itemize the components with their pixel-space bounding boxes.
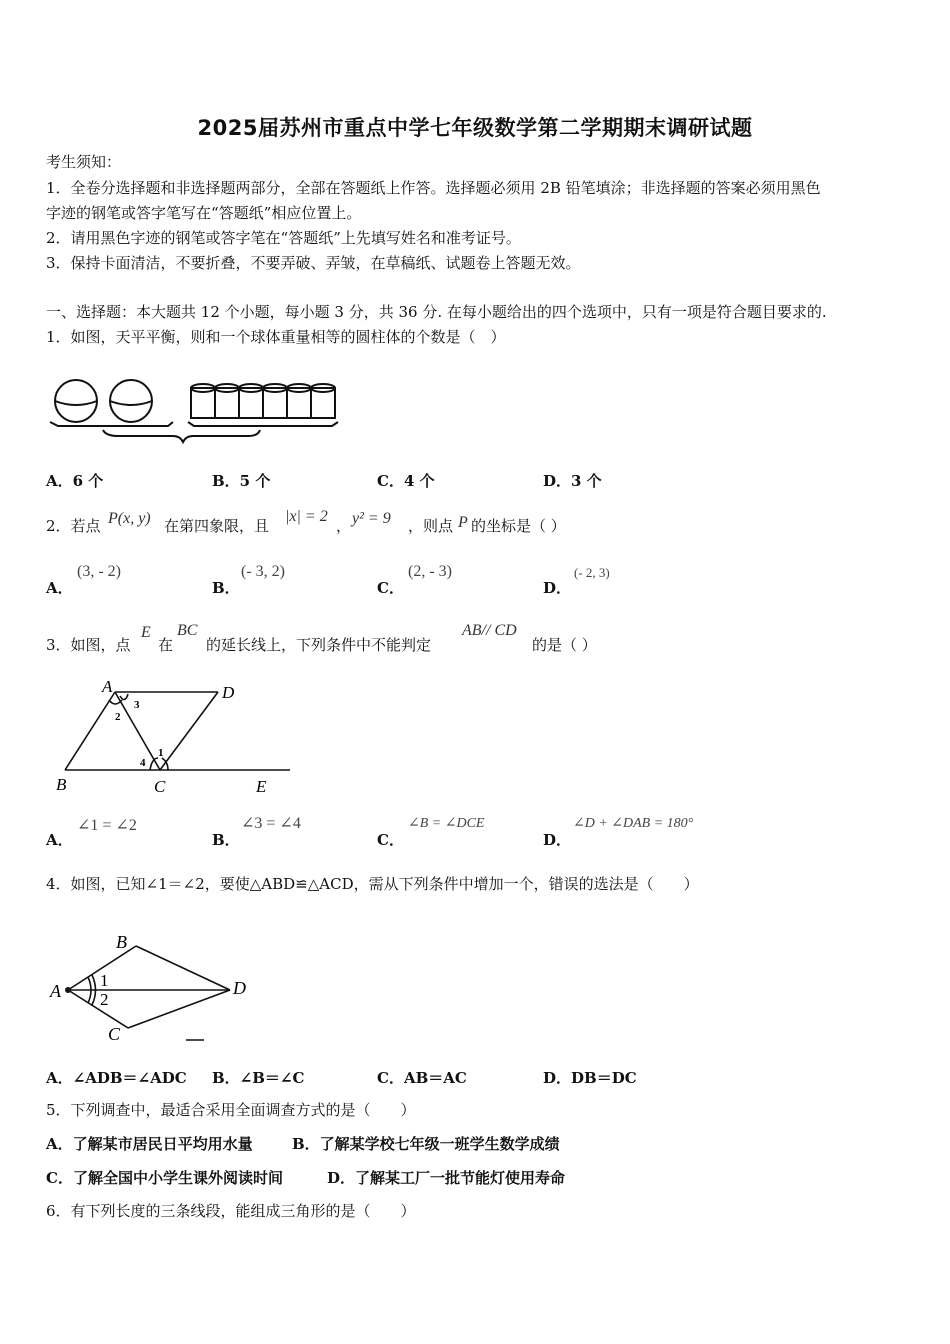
q2-condition-y: y² = 9 xyxy=(352,510,391,527)
q3-angle-3: 3 xyxy=(134,699,140,711)
q4-option-a[interactable]: A．∠ADB＝∠ADC xyxy=(46,1069,187,1087)
q4-option-b[interactable]: B．∠B＝∠C xyxy=(212,1069,305,1087)
q5-stem: 5．下列调查中，最适合采用全面调查方式的是（ ） xyxy=(46,1101,416,1119)
q3-angle-2: 2 xyxy=(115,711,121,723)
q1-option-c[interactable]: C．4 个 xyxy=(377,472,435,490)
q2-option-a-value[interactable]: (3, - 2) xyxy=(77,563,121,580)
q4-angle-1: 1 xyxy=(100,971,109,990)
q3-label-b: B xyxy=(56,775,67,794)
notice-heading: 考生须知： xyxy=(46,153,122,171)
q5-option-a[interactable]: A．了解某市居民日平均用水量 xyxy=(46,1135,253,1153)
q2-comma: ， xyxy=(336,517,352,535)
q2-stem-b: 在第四象限，且 xyxy=(164,517,270,535)
q4-label-c: C xyxy=(108,1024,121,1044)
q3-label-a: A xyxy=(102,677,113,696)
q3-parallelogram-figure xyxy=(50,678,310,803)
q2-stem-d: 的坐标是（ ） xyxy=(471,517,566,535)
q2-condition-x: |x| = 2 xyxy=(285,508,328,525)
q3-label-c: C xyxy=(154,777,166,796)
q4-option-d[interactable]: D．DB＝DC xyxy=(543,1069,637,1087)
q3-label-d: D xyxy=(222,683,235,702)
q3-stem-a: 3．如图，点 xyxy=(46,636,131,654)
q2-point-expr: P(x, y) xyxy=(108,510,151,527)
q1-option-b[interactable]: B．5 个 xyxy=(212,472,271,490)
notice-line-2: 2．请用黑色字迹的钢笔或答字笔在“答题纸”上先填写姓名和准考证号。 xyxy=(46,229,521,247)
page-title: 2025届苏州市重点中学七年级数学第二学期期末调研试题 xyxy=(197,116,753,140)
balance-beam xyxy=(50,422,338,442)
q1-option-d[interactable]: D．3 个 xyxy=(543,472,602,490)
q3-stem-d: 的是（ ） xyxy=(532,636,597,654)
q4-kite-figure xyxy=(48,930,258,1045)
q2-option-d-value[interactable]: (- 2, 3) xyxy=(574,565,610,580)
q3-angle-4: 4 xyxy=(140,757,146,769)
q3-option-c-value[interactable]: ∠B = ∠DCE xyxy=(408,816,485,831)
section-heading: 一、选择题：本大题共 12 个小题，每小题 3 分，共 36 分. 在每小题给出的四个选项中，只有一项是符合题目要求的. xyxy=(46,303,827,321)
q3-stem-c: 的延长线上，下列条件中不能判定 xyxy=(206,636,432,654)
q3-segment-bc: BC xyxy=(177,622,198,639)
q3-point-e: E xyxy=(141,624,151,641)
notice-line-1a: 1．全卷分选择题和非选择题两部分，全部在答题纸上作答。选择题必须用 2B 铅笔填涂；非选择题的答案必须用黑色 xyxy=(46,179,821,197)
q4-label-b: B xyxy=(116,932,127,952)
q3-label-e: E xyxy=(256,777,267,796)
q4-angle-2: 2 xyxy=(100,990,109,1009)
q4-option-c[interactable]: C．AB＝AC xyxy=(377,1069,467,1087)
q3-option-c-label[interactable]: C． xyxy=(377,831,404,849)
q2-option-c-value[interactable]: (2, - 3) xyxy=(408,563,452,580)
q4-stem: 4．如图，已知∠1＝∠2，要使△ABD≌△ACD，需从下列条件中增加一个，错误的选法是（ ） xyxy=(46,875,699,893)
sphere-icon xyxy=(55,380,97,422)
q3-option-b-label[interactable]: B． xyxy=(212,831,240,849)
q2-point-p: P xyxy=(458,514,468,531)
q4-label-a: A xyxy=(50,981,61,1001)
q6-stem: 6．有下列长度的三条线段，能组成三角形的是（ ） xyxy=(46,1202,416,1220)
q2-option-b-label[interactable]: B． xyxy=(212,579,240,597)
q5-option-b[interactable]: B．了解某学校七年级一班学生数学成绩 xyxy=(292,1135,560,1153)
q1-stem: 1．如图，天平平衡，则和一个球体重量相等的圆柱体的个数是（ ） xyxy=(46,328,506,346)
q2-option-c-label[interactable]: C． xyxy=(377,579,404,597)
q3-angle-1: 1 xyxy=(158,747,164,759)
q3-option-d-value[interactable]: ∠D + ∠DAB = 180° xyxy=(573,816,694,831)
q2-option-d-label[interactable]: D． xyxy=(543,579,572,597)
notice-line-3: 3．保持卡面清洁，不要折叠，不要弄破、弄皱，在草稿纸、试题卷上答题无效。 xyxy=(46,254,581,272)
q4-label-d: D xyxy=(233,978,246,998)
q5-option-d[interactable]: D．了解某工厂一批节能灯使用寿命 xyxy=(327,1169,566,1187)
q2-stem-a: 2．若点 xyxy=(46,517,101,535)
q3-stem-b: 在 xyxy=(158,636,174,654)
q1-option-a[interactable]: A．6 个 xyxy=(46,472,104,490)
notice-line-1b: 字迹的钢笔或答字笔写在“答题纸”相应位置上。 xyxy=(46,204,362,222)
q2-option-a-label[interactable]: A． xyxy=(46,579,73,597)
q3-option-a-value[interactable]: ∠1 = ∠2 xyxy=(77,817,137,834)
q3-parallel-expr: AB// CD xyxy=(462,622,517,639)
q3-option-d-label[interactable]: D． xyxy=(543,831,572,849)
sphere-icon xyxy=(110,380,152,422)
q2-option-b-value[interactable]: (- 3, 2) xyxy=(241,563,285,580)
q3-option-b-value[interactable]: ∠3 = ∠4 xyxy=(241,815,301,832)
q3-option-a-label[interactable]: A． xyxy=(46,831,73,849)
q5-option-c[interactable]: C．了解全国中小学生课外阅读时间 xyxy=(46,1169,283,1187)
balance-scale-figure xyxy=(48,378,348,444)
cylinder-row-icon xyxy=(191,384,335,418)
q2-stem-c: ，则点 xyxy=(408,517,454,535)
